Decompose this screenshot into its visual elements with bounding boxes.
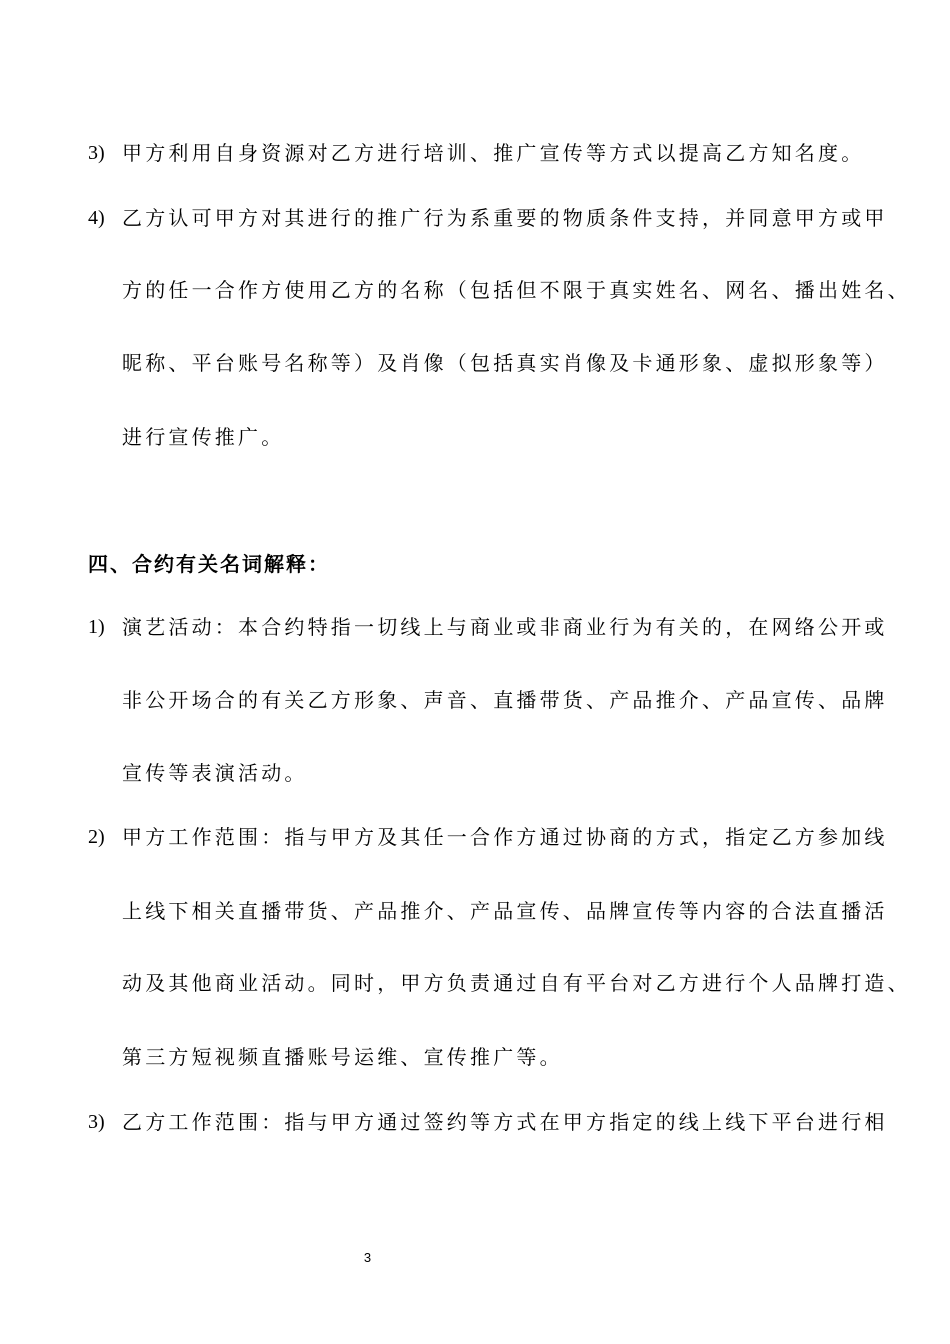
clause-text-line: 方的任一合作方使用乙方的名称（包括但不限于真实姓名、网名、播出姓名、 (122, 278, 911, 302)
clause-number: 3) (88, 142, 105, 164)
clause-text-line: 甲方工作范围：指与甲方及其任一合作方通过协商的方式，指定乙方参加线 (122, 825, 888, 849)
clause-text-line: 非公开场合的有关乙方形象、声音、直播带货、产品推介、产品宣传、品牌 (122, 688, 888, 712)
clause-text-line: 乙方认可甲方对其进行的推广行为系重要的物质条件支持，并同意甲方或甲 (122, 206, 888, 230)
clause-text-line: 进行宣传推广。 (122, 425, 285, 449)
clause-number: 2) (88, 826, 105, 848)
clause-number: 3) (88, 1111, 105, 1133)
clause-text-line: 第三方短视频直播账号运维、宣传推广等。 (122, 1045, 563, 1069)
clause-text-line: 动及其他商业活动。同时，甲方负责通过自有平台对乙方进行个人品牌打造、 (122, 971, 911, 995)
clause-text-line: 宣传等表演活动。 (122, 761, 308, 785)
clause-text-line: 昵称、平台账号名称等）及肖像（包括真实肖像及卡通形象、虚拟形象等） (122, 351, 888, 375)
clause-text-line: 演艺活动：本合约特指一切线上与商业或非商业行为有关的，在网络公开或 (122, 615, 888, 639)
clause-text-line: 乙方工作范围：指与甲方通过签约等方式在甲方指定的线上线下平台进行相 (122, 1110, 888, 1134)
clause-number: 1) (88, 616, 105, 638)
clause-number: 4) (88, 207, 105, 229)
section-heading: 四、合约有关名词解释： (88, 552, 330, 576)
clause-text-line: 甲方利用自身资源对乙方进行培训、推广宣传等方式以提高乙方知名度。 (122, 141, 865, 165)
page-number: 3 (363, 1250, 372, 1265)
clause-text-line: 上线下相关直播带货、产品推介、产品宣传、品牌宣传等内容的合法直播活 (122, 899, 888, 923)
